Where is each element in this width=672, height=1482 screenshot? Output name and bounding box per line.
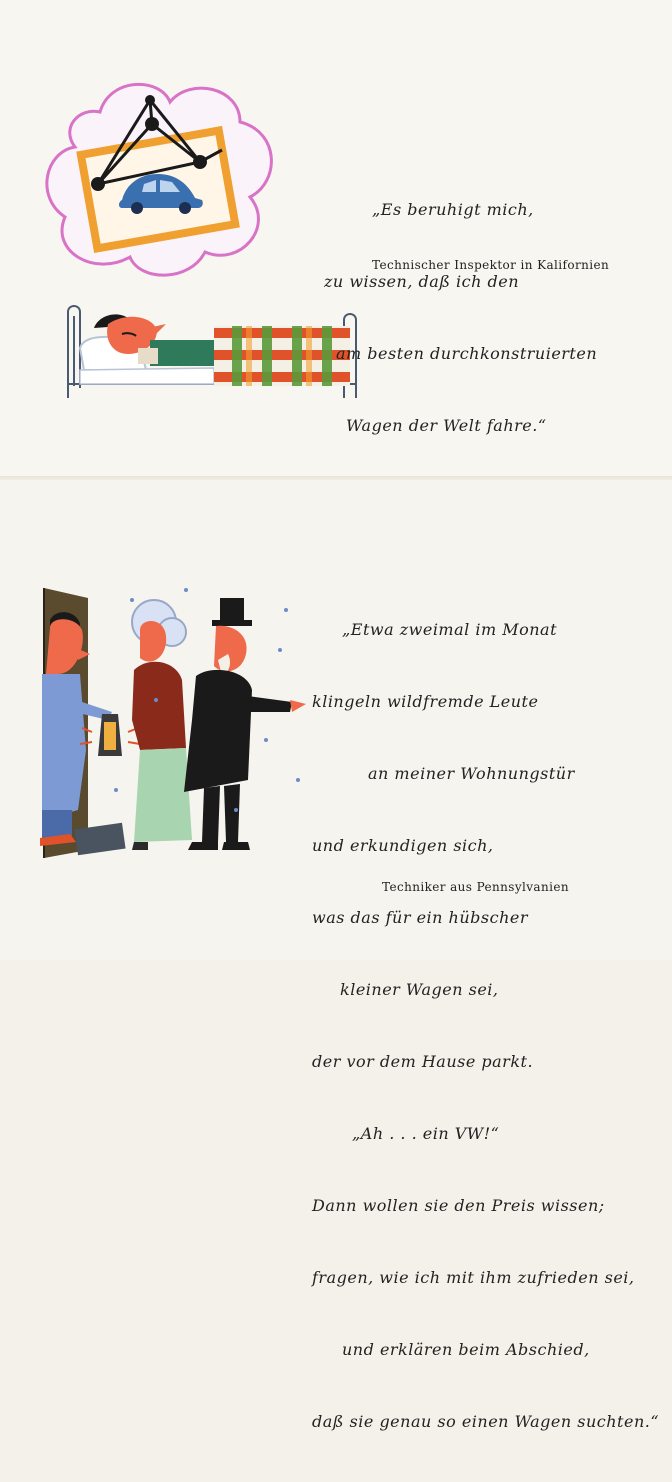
visiting-woman <box>132 600 192 850</box>
quote-line: „Ah . . . ein VW!“ <box>352 1124 500 1143</box>
quote-line: am besten durchkonstruierten <box>336 344 598 363</box>
man-in-bed-illustration <box>64 298 364 408</box>
quote-line: Dann wollen sie den Preis wissen; <box>312 1196 605 1215</box>
quote-source: Techniker aus Pennsylvanien <box>382 880 569 894</box>
quote-line: daß sie genau so einen Wagen suchten.“ <box>312 1412 660 1431</box>
visiting-man <box>184 598 306 850</box>
lantern-icon <box>80 714 140 756</box>
quote-line: der vor dem Hause parkt. <box>312 1052 534 1071</box>
plaid-blanket <box>214 326 350 386</box>
quote-line: „Es beruhigt mich, <box>372 200 534 219</box>
sheet <box>80 368 214 384</box>
dream-cloud-illustration <box>40 72 290 292</box>
quote-technician <box>312 570 659 1482</box>
quote-line: Wagen der Welt fahre.“ <box>346 416 547 435</box>
quote-line: was das für ein hübscher <box>312 908 528 927</box>
quote-line: „Etwa zweimal im Monat <box>342 620 558 639</box>
quote-line: zu wissen, daß ich den <box>324 272 520 291</box>
quote-line: an meiner Wohnungstür <box>368 764 575 783</box>
quote-line: und erklären beim Abschied, <box>342 1340 590 1359</box>
quote-line: kleiner Wagen sei, <box>340 980 499 999</box>
quote-source: Technischer Inspektor in Kalifornien <box>372 258 610 272</box>
doorway-visitors-illustration <box>36 580 312 864</box>
quote-line: und erkundigen sich, <box>312 836 494 855</box>
quote-line: klingeln wildfremde Leute <box>312 692 539 711</box>
quote-line: fragen, wie ich mit ihm zufrieden sei, <box>312 1268 635 1287</box>
quote-inspector <box>324 150 598 486</box>
